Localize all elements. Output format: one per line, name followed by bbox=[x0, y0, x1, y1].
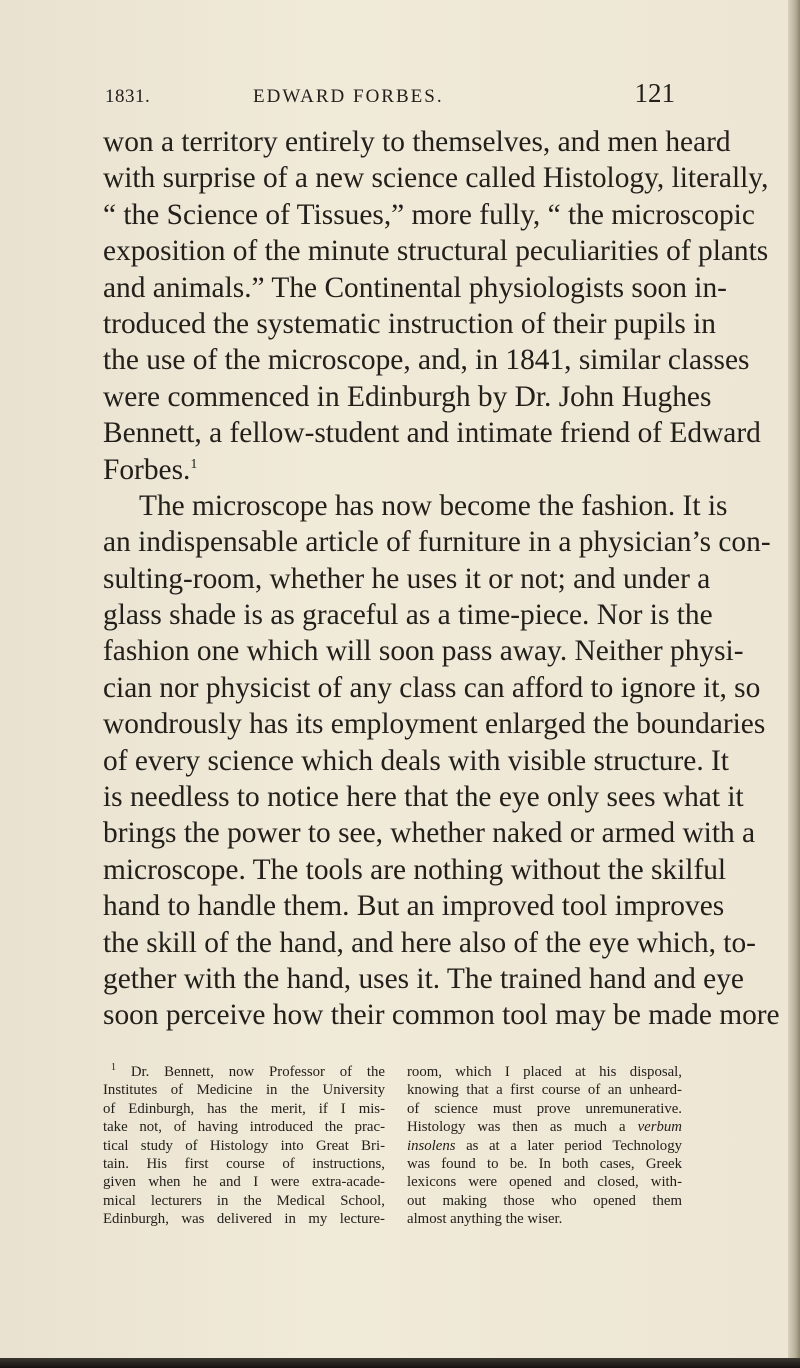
page-bottom-border bbox=[0, 1358, 800, 1368]
footnote-line: Edinburgh, was delivered in my lecture- bbox=[103, 1211, 385, 1228]
body-line: Bennett, a fellow-student and intimate friend of Edward bbox=[103, 417, 761, 450]
body-line: the skill of the hand, and here also of the eye which, to- bbox=[103, 926, 756, 959]
footnote-line-text: as at a later period Technology bbox=[466, 1137, 682, 1154]
footnote-line bbox=[103, 1063, 385, 1081]
body-line: won a territory entirely to themselves, and men heard bbox=[103, 126, 731, 158]
body-line: were commenced in Edinburgh by Dr. John Hughes bbox=[103, 380, 712, 413]
footnote-column-right bbox=[407, 1063, 682, 1229]
header-year: 1831. bbox=[105, 86, 151, 107]
footnote-line: take not, of having introduced the prac- bbox=[103, 1119, 385, 1136]
body-line: wondrously has its employment enlarged the boundaries bbox=[103, 708, 766, 741]
footnote-line: almost anything the wiser. bbox=[407, 1211, 563, 1228]
footnote-line-text: Histology was then as much a bbox=[407, 1119, 626, 1136]
footnote-line: Institutes of Medicine in the University bbox=[103, 1082, 385, 1099]
footnote-italic-text: insolens bbox=[407, 1137, 456, 1154]
footnote-reference: 1 bbox=[190, 456, 198, 472]
footnote-line bbox=[407, 1137, 682, 1155]
body-line-text: Forbes. bbox=[103, 453, 191, 486]
body-line: sulting-room, whether he uses it or not; and under a bbox=[103, 562, 711, 595]
body-line: “ the Science of Tissues,” more fully, “ the microscopic bbox=[103, 198, 755, 231]
body-line: is needless to notice here that the eye only sees what it bbox=[103, 781, 744, 814]
footnote-line: tical study of Histology into Great Bri- bbox=[103, 1137, 385, 1154]
page-number: 121 bbox=[634, 78, 675, 108]
body-line: microscope. The tools are nothing without the skilful bbox=[103, 853, 727, 886]
footnote-line: of science must prove unremunerative. bbox=[407, 1100, 682, 1117]
body-line: fashion one which will soon pass away. Neither physi- bbox=[103, 635, 744, 668]
body-line: cian nor physicist of any class can afford to ignore it, so bbox=[103, 671, 761, 704]
footnote-column-left bbox=[103, 1063, 385, 1229]
footnote-line: knowing that a first course of an unheard- bbox=[407, 1082, 682, 1099]
body-line: troduced the systematic instruction of their pupils in bbox=[103, 307, 716, 340]
footnote-line: room, which I placed at his disposal, bbox=[407, 1064, 682, 1080]
body-line: glass shade is as graceful as a time-piece. Nor is the bbox=[103, 599, 713, 632]
footnote-line: lexicons were opened and closed, with- bbox=[407, 1174, 682, 1191]
body-line: the use of the microscope, and, in 1841, similar classes bbox=[103, 344, 750, 377]
body-line: exposition of the minute structural peculiarities of plants bbox=[103, 235, 769, 268]
body-line: with surprise of a new science called Histology, literally, bbox=[103, 162, 769, 195]
body-text bbox=[103, 124, 780, 1034]
body-line: gether with the hand, uses it. The trained hand and eye bbox=[103, 962, 744, 995]
footnote-line: tain. His first course of instructions, bbox=[103, 1155, 385, 1172]
footnote-marker: 1 bbox=[111, 1062, 116, 1074]
footnote-line: given when he and I were extra-acade- bbox=[103, 1174, 385, 1191]
running-header bbox=[105, 78, 675, 122]
body-line: an indispensable article of furniture in a physician’s con- bbox=[103, 526, 771, 559]
footnote-italic-text: verbum bbox=[637, 1119, 682, 1136]
body-line: and animals.” The Continental physiologists soon in- bbox=[103, 271, 727, 304]
header-title: EDWARD FORBES. bbox=[253, 86, 444, 107]
footnote-line: of Edinburgh, has the merit, if I mis- bbox=[103, 1100, 385, 1117]
footnote-line: was found to be. In both cases, Greek bbox=[407, 1155, 682, 1172]
body-line: hand to handle them. But an improved tool improves bbox=[103, 890, 725, 923]
body-line: brings the power to see, whether naked or armed with a bbox=[103, 817, 756, 850]
footnote-line bbox=[407, 1118, 682, 1136]
body-line bbox=[103, 452, 675, 488]
footnote-line-text: Dr. Bennett, now Professor of the bbox=[130, 1064, 386, 1080]
page-edge-shadow bbox=[788, 0, 800, 1368]
body-line: The microscope has now become the fashion. It is bbox=[139, 489, 728, 522]
body-line: soon perceive how their common tool may be made more bbox=[103, 999, 780, 1032]
footnote-line: mical lecturers in the Medical School, bbox=[103, 1192, 385, 1209]
footnote-line: out making those who opened them bbox=[407, 1192, 682, 1209]
body-line: of every science which deals with visible structure. It bbox=[103, 744, 729, 777]
